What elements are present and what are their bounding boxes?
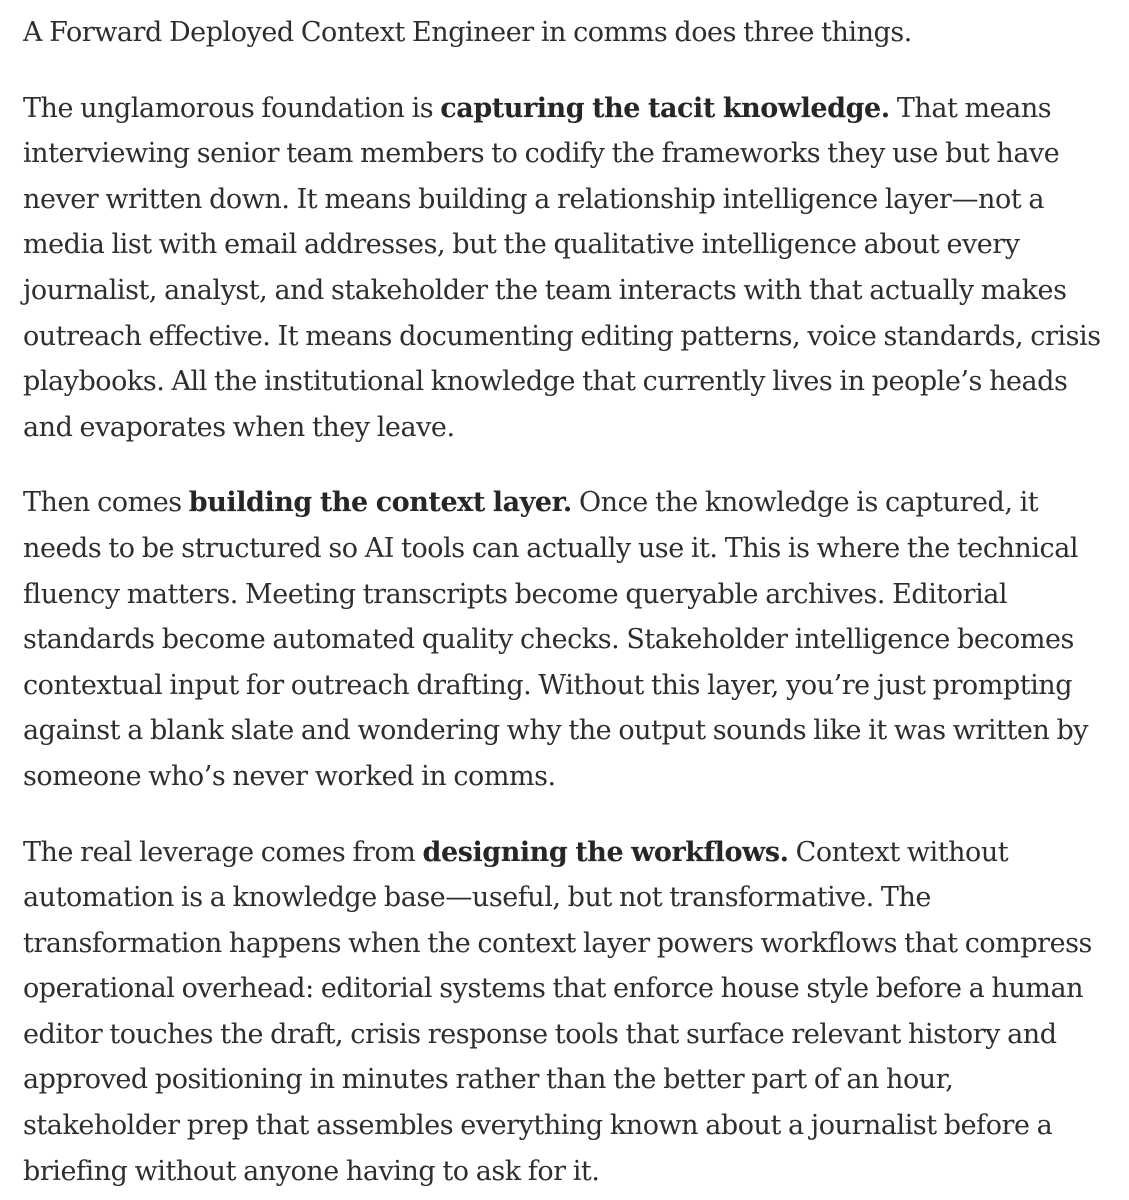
paragraph-capturing-knowledge [23,86,1111,451]
paragraph-text: That means interviewing senior team members to codify the frameworks they use but have never written down. It means building a relationship intelligence layer—not a media list with email addresses, but the qualitative intelligence about every journalist, analyst, and stakeholder the team interacts with that actually makes outreach effective. It means documenting editing patterns, voice standards, crisis playbooks. All the institutional knowledge that currently lives in people’s heads and evaporates when they leave. [23,92,1101,443]
emphasis-building-context-layer: building the context layer. [188,487,572,519]
emphasis-capturing-tacit-knowledge: capturing the tacit knowledge. [440,92,890,124]
paragraph-context-layer [23,480,1111,799]
emphasis-designing-workflows: designing the workflows. [422,836,789,868]
paragraph-text: Once the knowledge is captured, it needs to be structured so AI tools can actually use it. This is where the technical fluency matters. Meeting transcripts become queryable archives. Editorial standards become automated quality checks. Stakeholder intelligence becomes contextual input for outreach drafting. Without this layer, you’re just prompting against a blank slate and wondering why the output sounds like it was written by someone who’s never worked in comms. [23,487,1089,792]
intro-paragraph: A Forward Deployed Context Engineer in comms does three things. [23,17,912,48]
paragraph-text: The real leverage comes from [23,836,423,868]
paragraph-text: Context without automation is a knowledge base—useful, but not transformative. The transformation happens when the context layer powers workflows that compress operational overhead: editorial systems that enforce house style before a human editor touches the draft, crisis response tools that surface relevant history and approved positioning in minutes rather than the better part of an hour, stakeholder prep that assembles everything known about a journalist before a briefing without anyone having to ask for it. [23,836,1092,1187]
paragraph-text: Then comes [23,487,189,519]
paragraph-designing-workflows [23,830,1111,1195]
paragraph-text: The unglamorous foundation is [23,92,441,124]
